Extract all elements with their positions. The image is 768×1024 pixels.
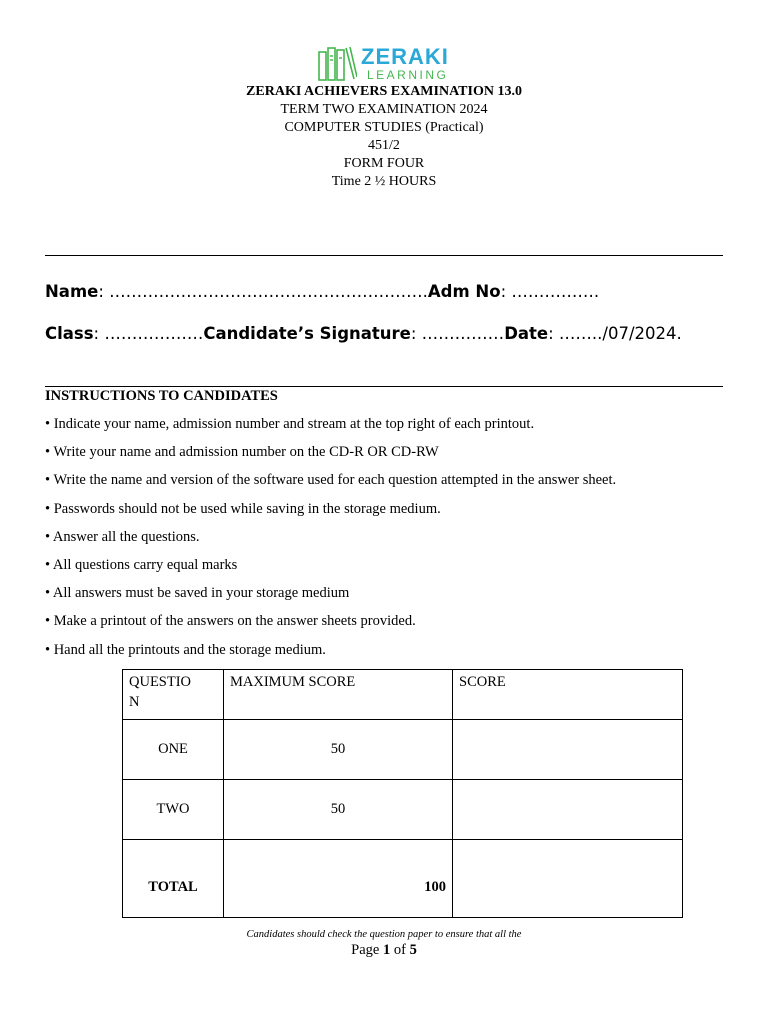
instruction-item: • Passwords should not be used while saving in the storage medium.	[45, 500, 441, 517]
instructions-title: INSTRUCTIONS TO CANDIDATES	[45, 388, 278, 404]
adm-field[interactable]: : …………….	[500, 282, 600, 301]
page-current: 1	[382, 942, 391, 958]
divider-top	[45, 255, 723, 256]
question-cell: TWO	[123, 780, 224, 840]
instruction-item: • Write the name and version of the software used for each question attempted in the answer sheet.	[45, 472, 617, 489]
total-label: TOTAL	[123, 840, 224, 918]
exam-time: Time 2 ½ HOURS	[331, 174, 437, 189]
name-field[interactable]: : ………………………………………………….	[98, 282, 428, 301]
table-row	[123, 720, 683, 780]
instruction-item: • All answers must be saved in your storage medium	[45, 585, 350, 602]
logo-subtitle: LEARNING	[367, 68, 449, 82]
max-score-cell: 50	[224, 720, 453, 780]
instruction-item: • Make a printout of the answers on the answer sheets provided.	[45, 613, 416, 630]
class-sig-date-line	[45, 324, 682, 343]
table-total-row	[123, 840, 683, 918]
class-field[interactable]: : ………………	[93, 324, 204, 343]
name-label: Name	[45, 282, 99, 301]
adm-label: Adm No	[427, 282, 501, 301]
exam-form: FORM FOUR	[343, 156, 425, 171]
instruction-item: • Hand all the printouts and the storage medium.	[45, 641, 326, 658]
score-cell[interactable]	[453, 720, 683, 780]
score-table	[122, 669, 683, 918]
total-score-cell[interactable]	[453, 840, 683, 918]
signature-label: Candidate’s Signature	[203, 324, 411, 343]
col-header-question: QUESTIO N	[123, 670, 224, 720]
class-label: Class	[45, 324, 94, 343]
date-label: Date	[504, 324, 549, 343]
divider-instructions	[45, 386, 723, 387]
table-row	[123, 780, 683, 840]
total-max-score: 100	[224, 840, 453, 918]
instructions-list	[45, 414, 616, 668]
exam-subject: COMPUTER STUDIES (Practical)	[284, 120, 484, 135]
exam-header	[0, 83, 768, 191]
page-of: of	[390, 942, 410, 958]
page-number	[0, 942, 768, 959]
instruction-item: • Answer all the questions.	[45, 528, 200, 545]
col-header-max-score: MAXIMUM SCORE	[224, 670, 453, 720]
signature-field[interactable]: : ……………	[410, 324, 505, 343]
name-adm-line	[45, 282, 599, 301]
footer-note: Candidates should check the question paper to ensure that all the	[246, 929, 522, 940]
score-cell[interactable]	[453, 780, 683, 840]
page-total: 5	[409, 942, 417, 958]
page-prefix: Page	[351, 942, 383, 958]
books-icon	[317, 44, 357, 82]
instruction-item: • Indicate your name, admission number and stream at the top right of each printout.	[45, 416, 535, 432]
question-cell: ONE	[123, 720, 224, 780]
max-score-cell: 50	[224, 780, 453, 840]
exam-term: TERM TWO EXAMINATION 2024	[280, 102, 488, 117]
zeraki-logo	[317, 44, 457, 84]
date-field[interactable]: : ……../07/2024.	[548, 324, 682, 343]
col-header-score: SCORE	[453, 670, 683, 720]
table-header-row	[123, 670, 683, 720]
exam-title: ZERAKI ACHIEVERS EXAMINATION 13.0	[246, 84, 522, 99]
logo-wordmark: ZERAKI	[361, 44, 449, 69]
instruction-item: • Write your name and admission number on the CD-R OR CD-RW	[45, 444, 439, 461]
exam-code: 451/2	[368, 138, 400, 153]
instruction-item: • All questions carry equal marks	[45, 556, 238, 573]
